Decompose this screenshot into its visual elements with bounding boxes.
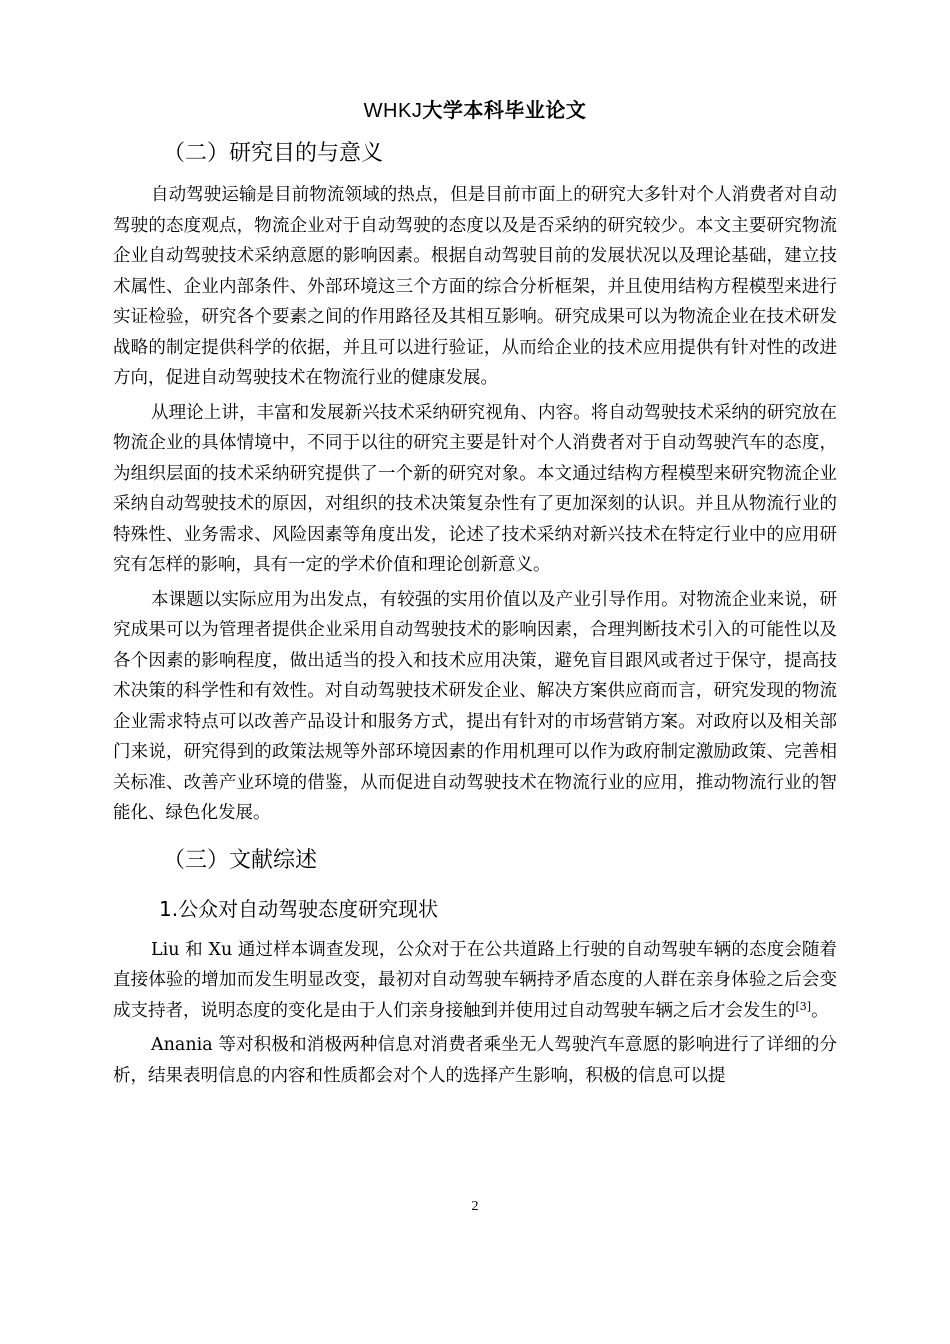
page-number: 2 — [471, 1199, 479, 1214]
paragraph-literature-1-end: 。 — [811, 1000, 829, 1021]
paragraph-literature-2: Anania 等对积极和消极两种信息对消费者乘坐无人驾驶汽车意愿的影响进行了详细的分析，结果表明信息的内容和性质都会对个人的选择产生影响，积极的信息可以提 — [113, 1035, 837, 1086]
section-heading-literature: （三）文献综述 — [163, 847, 318, 873]
subsection-heading-public-attitude: 1.公众对自动驾驶态度研究现状 — [159, 896, 439, 921]
body-text — [113, 132, 837, 1091]
header-thesis-label: 大学本科毕业论文 — [422, 98, 587, 122]
paragraph-literature-1-text: Liu 和 Xu 通过样本调查发现，公众对于在公共道路上行驶的自动驾驶车辆的态度会随着直接体验的增加而发生明显改变，最初对自动驾驶车辆持矛盾态度的人群在亲身体验之后会变成支持者，说明态度的变化是由于人们亲身接触到并使用过自动驾驶车辆之后才会发生的 — [113, 939, 837, 1021]
paragraph-purpose-3: 本课题以实际应用为出发点，有较强的实用价值以及产业引导作用。对物流企业来说，研究成果可以为管理者提供企业采用自动驾驶技术的影响因素，合理判断技术引入的可能性以及各个因素的影响程度，做出适当的投入和技术应用决策，避免盲目跟风或者过于保守，提高技术决策的科学性和有效性。对自动驾驶技术研发企业、解决方案供应商而言，研究发现的物流企业需求特点可以改善产品设计和服务方式，提出有针对的市场营销方案。对政府以及相关部门来说，研究得到的政策法规等外部环境因素的作用机理可以作为政府制定激励政策、完善相关标准、改善产业环境的借鉴，从而促进自动驾驶技术在物流行业的应用，推动物流行业的智能化、绿色化发展。 — [113, 589, 837, 823]
section-heading-purpose: （二）研究目的与意义 — [163, 141, 384, 166]
running-header — [0, 96, 950, 125]
paragraph-purpose-1: 自动驾驶运输是目前物流领域的热点，但是目前市面上的研究大多针对个人消费者对自动驾驶的态度观点，物流企业对于自动驾驶的态度以及是否采纳的研究较少。本文主要研究物流企业自动驾驶技术采纳意愿的影响因素。根据自动驾驶目前的发展状况以及理论基础，建立技术属性、企业内部条件、外部环境这三个方面的综合分析框架，并且使用结构方程模型来进行实证检验，研究各个要素之间的作用路径及其相互影响。研究成果可以为物流企业在技术研发战略的制定提供科学的依据，并且可以进行验证，从而给企业的技术应用提供有针对性的改进方向，促进自动驾驶技术在物流行业的健康发展。 — [113, 185, 837, 388]
paragraph-purpose-2: 从理论上讲，丰富和发展新兴技术采纳研究视角、内容。将自动驾驶技术采纳的研究放在物流企业的具体情境中，不同于以往的研究主要是针对个人消费者对于自动驾驶汽车的态度，为组织层面的技术采纳研究提供了一个新的研究对象。本文通过结构方程模型来研究物流企业采纳自动驾驶技术的原因，对组织的技术决策复杂性有了更加深刻的认识。并且从物流行业的特殊性、业务需求、风险因素等角度出发，论述了技术采纳对新兴技术在特定行业中的应用研究有怎样的影响，具有一定的学术价值和理论创新意义。 — [113, 402, 837, 575]
paragraph-literature-1 — [113, 935, 837, 1027]
citation-reference[interactable]: [3] — [795, 999, 812, 1013]
header-university-code: WHKJ — [363, 100, 423, 122]
